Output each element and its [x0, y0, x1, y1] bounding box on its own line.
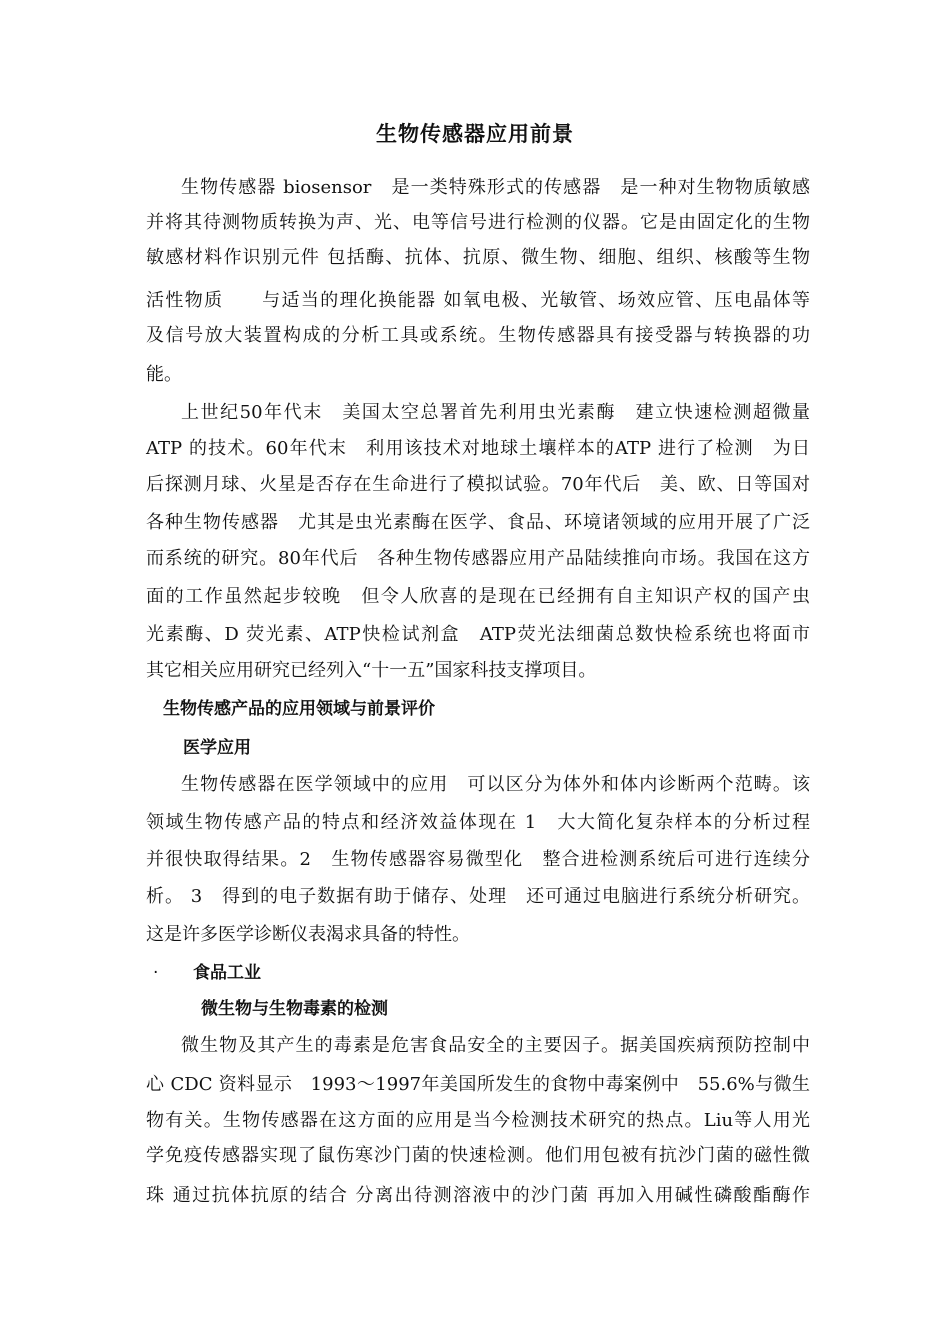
paragraph-line: 及信号放大装置构成的分析工具或系统。生物传感器具有接受器与转换器的功: [146, 325, 810, 346]
paragraph-line: 其它相关应用研究已经列入“十一五”国家科技支撑项目。: [146, 660, 597, 681]
paragraph-line: 后探测月球、火星是否存在生命进行了模拟试验。70年代后 美、欧、日等国对: [146, 474, 810, 495]
paragraph-line: 各种生物传感器 尤其是虫光素酶在医学、食品、环境诸领域的应用开展了广泛: [146, 512, 810, 533]
section-heading: 生物传感产品的应用领域与前景评价: [163, 699, 435, 719]
paragraph-line: 面的工作虽然起步较晚 但令人欣喜的是现在已经拥有自主知识产权的国产虫: [146, 586, 810, 607]
paragraph-line: 敏感材料作识别元件 包括酶、抗体、抗原、微生物、细胞、组织、核酸等生物: [146, 247, 810, 268]
paragraph-line: 领域生物传感产品的特点和经济效益体现在 1 大大简化复杂样本的分析过程: [146, 812, 810, 833]
paragraph-line: 心 CDC 资料显示 1993～1997年美国所发生的食物中毒案例中 55.6%与微生: [146, 1074, 810, 1095]
paragraph-line: 光素酶、D 荧光素、ATP快检试剂盒 ATP荧光法细菌总数快检系统也将面市: [146, 624, 810, 645]
paragraph-line: 这是许多医学诊断仪表渴求具备的特性。: [146, 924, 470, 945]
paragraph-line: 学免疫传感器实现了鼠伤寒沙门菌的快速检测。他们用包被有抗沙门菌的磁性微: [146, 1145, 810, 1166]
paragraph-line: 析。 3 得到的电子数据有助于储存、处理 还可通过电脑进行系统分析研究。: [146, 886, 810, 907]
paragraph-line: 能。: [146, 364, 182, 385]
subsection-heading: 食品工业: [193, 963, 261, 983]
paragraph-line: 并很快取得结果。2 生物传感器容易微型化 整合进检测系统后可进行连续分: [146, 849, 810, 870]
paragraph-line: 生物传感器在医学领域中的应用 可以区分为体外和体内诊断两个范畴。该: [181, 774, 810, 795]
paragraph-line: 微生物及其产生的毒素是危害食品安全的主要因子。据美国疾病预防控制中: [181, 1035, 810, 1056]
paragraph-line: 珠 通过抗体抗原的结合 分离出待测溶液中的沙门菌 再加入用碱性磷酸酯酶作: [146, 1185, 810, 1206]
paragraph-line: 而系统的研究。80年代后 各种生物传感器应用产品陆续推向市场。我国在这方: [146, 548, 810, 569]
paragraph-line: 上世纪50年代末 美国太空总署首先利用虫光素酶 建立快速检测超微量: [181, 402, 810, 423]
subsection-heading: 微生物与生物毒素的检测: [201, 999, 388, 1019]
paragraph-line: 活性物质 与适当的理化换能器 如氧电极、光敏管、场效应管、压电晶体等: [146, 290, 810, 311]
list-marker: .: [153, 958, 159, 978]
paragraph-line: 生物传感器 biosensor 是一类特殊形式的传感器 是一种对生物物质敏感: [181, 177, 810, 198]
paragraph-line: 并将其待测物质转换为声、光、电等信号进行检测的仪器。它是由固定化的生物: [146, 212, 810, 233]
page-title: 生物传感器应用前景: [376, 122, 574, 146]
paragraph-line: 物有关。生物传感器在这方面的应用是当今检测技术研究的热点。Liu等人用光: [146, 1110, 810, 1131]
paragraph-line: ATP 的技术。60年代末 利用该技术对地球土壤样本的ATP 进行了检测 为日: [146, 438, 810, 459]
subsection-heading: 医学应用: [183, 738, 251, 758]
